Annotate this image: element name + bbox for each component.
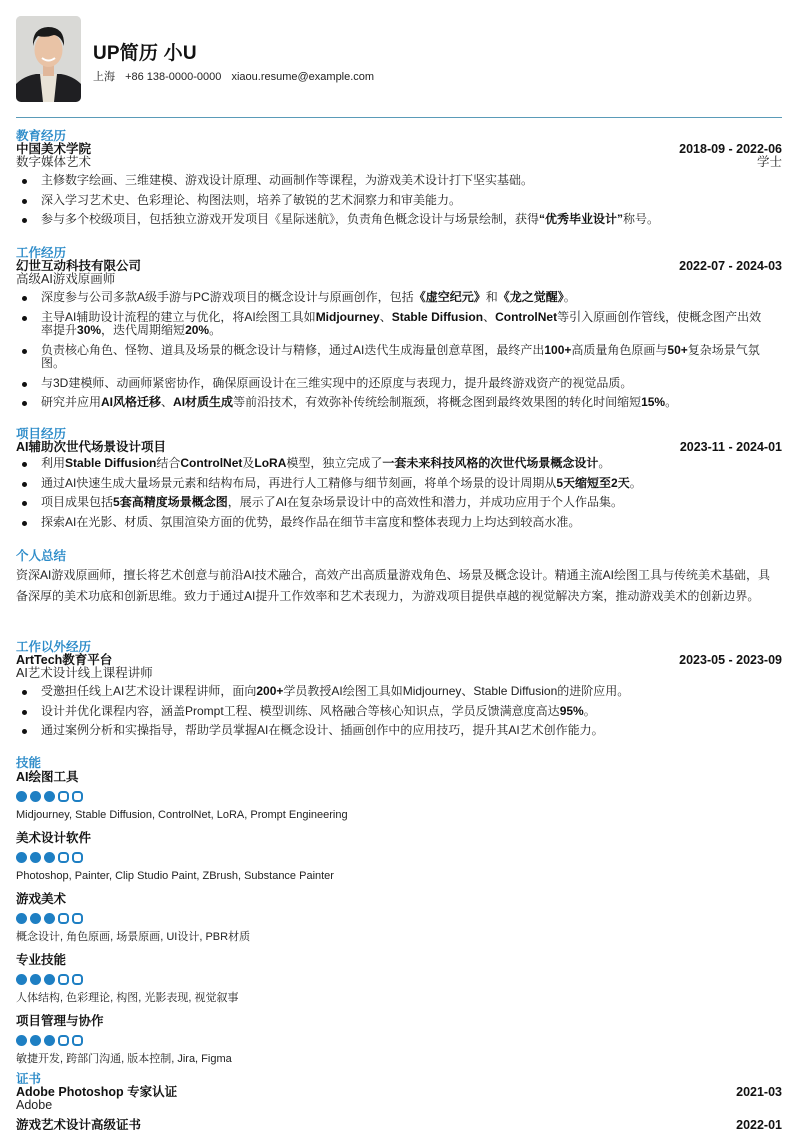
rating-filled-dot-icon	[44, 974, 55, 985]
section-title-skills: 技能	[16, 756, 42, 770]
certificate-date: 2021-03	[736, 1085, 782, 1099]
list-item: 通过AI快速生成大量场景元素和结构布局，再进行人工精修与细节刻画，将单个场景的设计周期从5天缩短至2天。	[16, 477, 782, 491]
header-divider	[16, 117, 782, 118]
rating-filled-dot-icon	[44, 913, 55, 924]
rating-filled-dot-icon	[30, 913, 41, 924]
candidate-name: UP简历 小U	[93, 43, 197, 64]
skill-keywords: 人体结构, 色彩理论, 构图, 光影表现, 视觉叙事	[16, 992, 239, 1004]
rating-filled-dot-icon	[30, 1035, 41, 1046]
skill-keywords: 敏捷开发, 跨部门沟通, 版本控制, Jira, Figma	[16, 1053, 232, 1065]
project-date: 2023-11 - 2024-01	[679, 440, 782, 454]
list-item: 深入学习艺术史、色彩理论、构图法则，培养了敏锐的艺术洞察力和审美能力。	[16, 194, 782, 208]
section-title-work: 工作经历	[16, 246, 67, 260]
company-name: 幻世互动科技有限公司	[16, 259, 142, 273]
list-item: 与3D建模师、动画师紧密协作，确保原画设计在三维实现中的还原度与表现力，提升最终游戏资产的视觉品质。	[16, 377, 782, 391]
rating-filled-dot-icon	[16, 1035, 27, 1046]
org-name: ArtTech教育平台	[16, 653, 113, 667]
education-bullets	[16, 174, 782, 227]
certificates-section	[16, 1073, 782, 1130]
rating-empty-dot-icon	[72, 974, 83, 985]
rating-filled-dot-icon	[16, 974, 27, 985]
list-item: 探索AI在光影、材质、氛围渲染方面的优势，最终作品在细节丰富度和整体表现力上均达到较高水准。	[16, 516, 782, 530]
section-title-summary: 个人总结	[16, 549, 67, 563]
rating-empty-dot-icon	[58, 913, 69, 924]
projects-section	[16, 428, 782, 535]
project-name: AI辅助次世代场景设计项目	[16, 440, 167, 454]
skill-rating	[16, 913, 782, 924]
skill-item	[16, 1014, 782, 1066]
summary-section	[16, 550, 782, 607]
education-entry-header	[16, 143, 782, 156]
rating-empty-dot-icon	[58, 852, 69, 863]
rating-empty-dot-icon	[58, 1035, 69, 1046]
education-date: 2018-09 - 2022-06	[679, 142, 782, 156]
extra-entry-header	[16, 654, 782, 667]
skill-keywords: 概念设计, 角色原画, 场景原画, UI设计, PBR材质	[16, 931, 251, 943]
certificate-entry-header	[16, 1119, 782, 1130]
list-item: 主导AI辅助设计流程的建立与优化，将AI绘图工具如Midjourney、Stable Diffusion、ControlNet等引入原画创作管线，使概念图产出效率提升30%，迭代周期缩短20%。	[16, 311, 782, 338]
list-item: 利用Stable Diffusion结合ControlNet及LoRA模型，独立完成了一套未来科技风格的次世代场景概念设计。	[16, 457, 782, 471]
certificate-date: 2022-01	[736, 1118, 782, 1130]
skill-name: 游戏美术	[16, 892, 67, 906]
degree: 学士	[756, 155, 782, 169]
education-section	[16, 130, 782, 233]
rating-empty-dot-icon	[72, 852, 83, 863]
rating-filled-dot-icon	[16, 791, 27, 802]
rating-empty-dot-icon	[58, 974, 69, 985]
contact-info	[93, 68, 381, 84]
project-entry-header	[16, 441, 782, 454]
skill-name: AI绘图工具	[16, 770, 79, 784]
rating-filled-dot-icon	[16, 852, 27, 863]
work-date: 2022-07 - 2024-03	[679, 259, 782, 273]
rating-empty-dot-icon	[72, 1035, 83, 1046]
rating-empty-dot-icon	[72, 913, 83, 924]
skill-keywords: Photoshop, Painter, Clip Studio Paint, ZBrush, Substance Painter	[16, 870, 334, 882]
skill-rating	[16, 1035, 782, 1046]
list-item: 研究并应用AI风格迁移、AI材质生成等前沿技术，有效弥补传统绘制瓶颈，将概念图到最终效果图的转化时间缩短15%。	[16, 396, 782, 410]
skill-rating	[16, 852, 782, 863]
extra-role: AI艺术设计线上课程讲师	[16, 666, 153, 680]
extra-bullets	[16, 685, 782, 738]
rating-filled-dot-icon	[30, 974, 41, 985]
rating-filled-dot-icon	[16, 913, 27, 924]
avatar-photo-icon	[16, 16, 81, 102]
education-sub-row	[16, 156, 782, 169]
location: 上海	[93, 71, 115, 83]
rating-filled-dot-icon	[44, 1035, 55, 1046]
section-title-certificates: 证书	[16, 1072, 42, 1086]
rating-filled-dot-icon	[30, 852, 41, 863]
school-name: 中国美术学院	[16, 142, 92, 156]
skills-list	[16, 770, 782, 1066]
rating-empty-dot-icon	[58, 791, 69, 802]
list-item: 主修数字绘画、三维建模、游戏设计原理、动画制作等课程，为游戏美术设计打下坚实基础。	[16, 174, 782, 188]
list-item: 受邀担任线上AI艺术设计课程讲师，面向200+学员教授AI绘图工具如Midjourney、Stable Diffusion的进阶应用。	[16, 685, 782, 699]
section-title-projects: 项目经历	[16, 427, 67, 441]
section-title-education: 教育经历	[16, 129, 67, 143]
list-item: 负责核心角色、怪物、道具及场景的概念设计与精修，通过AI迭代生成海量创意草图，最终产出100+高质量角色原画与50+复杂场景气氛图。	[16, 344, 782, 371]
skill-name: 项目管理与协作	[16, 1014, 104, 1028]
skill-keywords: Midjourney, Stable Diffusion, ControlNet, LoRA, Prompt Engineering	[16, 809, 348, 821]
skill-item	[16, 892, 782, 944]
extra-date: 2023-05 - 2023-09	[679, 653, 782, 667]
rating-empty-dot-icon	[72, 791, 83, 802]
skills-section	[16, 757, 782, 1075]
list-item: 设计并优化课程内容，涵盖Prompt工程、模型训练、风格融合等核心知识点，学员反馈满意度高达95%。	[16, 705, 782, 719]
resume-header	[16, 16, 782, 102]
work-section	[16, 247, 782, 416]
project-bullets	[16, 457, 782, 529]
skill-item	[16, 770, 782, 822]
certificate-name: 游戏艺术设计高级证书	[16, 1118, 142, 1130]
avatar	[16, 16, 81, 102]
list-item: 项目成果包括5套高精度场景概念图，展示了AI在复杂场景设计中的高效性和潜力，并成功应用于个人作品集。	[16, 496, 782, 510]
rating-filled-dot-icon	[44, 852, 55, 863]
list-item: 深度参与公司多款A级手游与PC游戏项目的概念设计与原画创作，包括《虚空纪元》和《龙之觉醒》。	[16, 291, 782, 305]
skill-name: 专业技能	[16, 953, 67, 967]
work-bullets	[16, 291, 782, 410]
phone: +86 138-0000-0000	[125, 71, 222, 83]
skill-rating	[16, 974, 782, 985]
job-role: 高级AI游戏原画师	[16, 272, 116, 286]
extra-experience-section	[16, 641, 782, 744]
list-item: 通过案例分析和实操指导，帮助学员掌握AI在概念设计、插画创作中的应用技巧，提升其AI艺术创作能力。	[16, 724, 782, 738]
rating-filled-dot-icon	[44, 791, 55, 802]
skill-rating	[16, 791, 782, 802]
section-title-extra: 工作以外经历	[16, 640, 92, 654]
email[interactable]: xiaou.resume@example.com	[231, 71, 375, 83]
certificate-entry-header	[16, 1086, 782, 1099]
certificate-name: Adobe Photoshop 专家认证	[16, 1085, 178, 1099]
skill-item	[16, 953, 782, 1005]
rating-filled-dot-icon	[30, 791, 41, 802]
skill-item	[16, 831, 782, 883]
major: 数字媒体艺术	[16, 155, 92, 169]
work-entry-header	[16, 260, 782, 273]
summary-text: 资深AI游戏原画师，擅长将艺术创意与前沿AI技术融合，高效产出高质量游戏角色、场景及概念设计。精通主流AI绘图工具与传统美术基础，具备深厚的美术功底和创新思维。致力于通过AI提升工作效率和艺术表现力，为游戏项目提供卓越的视觉解决方案，推动游戏美术的创新边界。	[16, 568, 771, 603]
list-item: 参与多个校级项目，包括独立游戏开发项目《星际迷航》，负责角色概念设计与场景绘制，获得“优秀毕业设计”称号。	[16, 213, 782, 227]
skill-name: 美术设计软件	[16, 831, 92, 845]
certificate-issuer: Adobe	[16, 1098, 53, 1112]
